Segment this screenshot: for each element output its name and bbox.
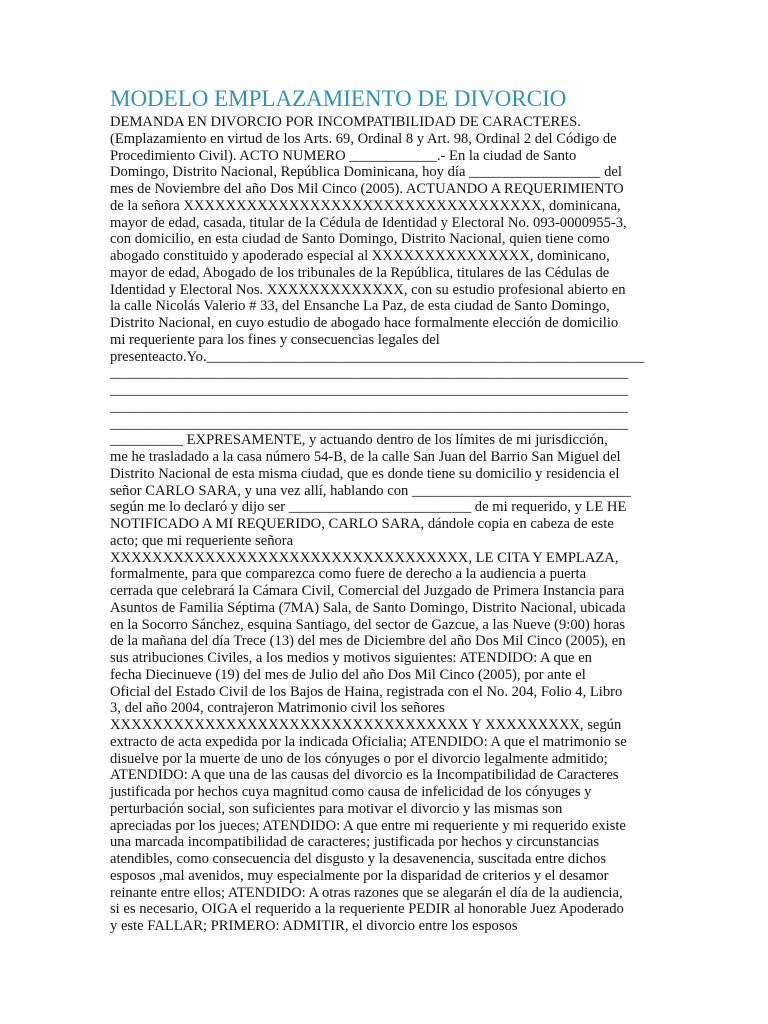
document-line: formalmente, para que comparezca como fuere de derecho a la audiencia a puerta	[110, 566, 587, 583]
document-line: sus atribuciones Civiles, a los medios y motivos siguientes: ATENDIDO: A que en	[110, 650, 592, 666]
document-line: esposos ,mal avenidos, muy especialmente por la disparidad de criterios y el desamor	[110, 867, 609, 884]
document-line: _______________________________________________________________________	[110, 365, 629, 382]
document-line: Domingo, Distrito Nacional, República Dominicana, hoy día __________________ del	[110, 164, 622, 181]
document-line: extracto de acta expedida por la indicada Oficialia; ATENDIDO: A que el matrimonio se	[110, 733, 627, 750]
document-line: y este FALLAR; PRIMERO: ADMITIR, el divorcio entre los esposos	[110, 918, 518, 934]
document-line: con domicilio, en esta ciudad de Santo Domingo, Distrito Nacional, quien tiene como	[110, 231, 610, 248]
document-line: en la Socorro Sánchez, esquina Santiago, del sector de Gazcue, a las Nueve (9:00) horas	[110, 616, 626, 633]
document-line: presenteacto.Yo.____________________________________________________________	[110, 348, 645, 365]
document-line: XXXXXXXXXXXXXXXXXXXXXXXXXXXXXXXXXX, LE CITA Y EMPLAZA,	[110, 549, 619, 566]
document-line: mayor de edad, casada, titular de la Cédula de Identidad y Electoral No. 093-0000955-3,	[110, 214, 627, 231]
document-line: reinante entre ellos; ATENDIDO: A otras razones que se alegarán el día de la audiencia,	[110, 884, 623, 901]
document-line: cerrada que celebrará la Cámara Civil, Comercial del Juzgado de Primera Instancia para	[110, 583, 625, 599]
document-line: _______________________________________________________________________	[110, 398, 629, 415]
document-line: XXXXXXXXXXXXXXXXXXXXXXXXXXXXXXXXXX Y XXXXXXXXX, según	[110, 717, 622, 733]
document-line: señor CARLO SARA, y una vez allí, hablando con ______________________________	[110, 482, 631, 499]
document-line: atendibles, como consecuencia del disgusto y la desavenencia, suscitada entre dichos	[110, 851, 607, 867]
document-title: MODELO EMPLAZAMIENTO DE DIVORCIO	[110, 86, 567, 111]
document-line: mi requeriente para los fines y consecuencias legales del	[110, 331, 440, 348]
document-line: abogado constituido y apoderado especial al XXXXXXXXXXXXXXX, dominicano,	[110, 248, 610, 264]
document-page	[110, 84, 662, 935]
document-line: Distrito Nacional, en cuyo estudio de abogado hace formalmente elección de domicilio	[110, 315, 619, 331]
document-line: de la mañana del día Trece (13) del mes de Diciembre del año Dos Mil Cinco (2005), en	[110, 633, 626, 650]
document-line: Procedimiento Civil). ACTO NUMERO ____________.- En la ciudad de Santo	[110, 147, 577, 164]
document-line: acto; que mi requeriente señora	[110, 532, 294, 549]
document-line: Distrito Nacional de esta misma ciudad, que es donde tiene su domicilio y residencia el	[110, 465, 620, 482]
document-line: NOTIFICADO A MI REQUERIDO, CARLO SARA, dándole copia en cabeza de este	[110, 516, 614, 532]
document-line: ATENDIDO: A que una de las causas del divorcio es la Incompatibilidad de Caracteres	[110, 767, 619, 784]
document-line: 3, del año 2004, contrajeron Matrimonio civil los señores	[110, 700, 445, 717]
document-line: mes de Noviembre del año Dos Mil Cinco (2005). ACTUANDO A REQUERIMIENTO	[110, 181, 624, 197]
document-line: Oficial del Estado Civil de los Bajos de Haina, registrada con el No. 204, Folio 4, Libro	[110, 683, 623, 700]
document-line: DEMANDA EN DIVORCIO POR INCOMPATIBILIDAD DE CARACTERES.	[110, 114, 581, 130]
document-line: de la señora XXXXXXXXXXXXXXXXXXXXXXXXXXXXXXXXXX, dominicana,	[110, 197, 621, 214]
document-line: disuelve por la muerte de uno de los cónyuges o por el divorcio legalmente admitido;	[110, 750, 608, 767]
document-line: fecha Diecinueve (19) del mes de Julio del año Dos Mil Cinco (2005), por ante el	[110, 666, 586, 683]
document-line: perturbación social, son suficientes para motivar el divorcio y las mismas son	[110, 800, 563, 817]
document-body	[110, 114, 662, 935]
document-line: _______________________________________________________________________	[110, 415, 629, 432]
document-line: me he trasladado a la casa número 54-B, de la calle San Juan del Barrio San Miguel del	[110, 449, 621, 465]
document-line: mayor de edad, Abogado de los tribunales de la República, titulares de las Cédulas de	[110, 264, 610, 281]
document-line: la calle Nicolás Valerio # 33, del Ensanche La Paz, de esta ciudad de Santo Domingo,	[110, 298, 610, 315]
document-line: (Emplazamiento en virtud de los Arts. 69, Ordinal 8 y Art. 98, Ordinal 2 del Código de	[110, 130, 617, 147]
document-line: según me lo declaró y dijo ser _________________________ de mi requerido, y LE HE	[110, 499, 627, 516]
document-line: _______________________________________________________________________	[110, 382, 629, 398]
document-line: justificada por hechos cuya magnitud como causa de infelicidad de los cónyuges y	[110, 784, 592, 800]
document-line: Identidad y Electoral Nos. XXXXXXXXXXXXX, con su estudio profesional abierto en	[110, 281, 626, 298]
document-line: __________ EXPRESAMENTE, y actuando dentro de los límites de mi jurisdicción,	[110, 432, 608, 449]
document-line: Asuntos de Familia Séptima (7MA) Sala, de Santo Domingo, Distrito Nacional, ubicada	[110, 599, 626, 616]
document-line: una marcada incompatibilidad de caracteres; justificada por hechos y circunstancias	[110, 834, 600, 851]
document-line: si es necesario, OIGA el requerido a la requeriente PEDIR al honorable Juez Apoderado	[110, 901, 624, 918]
document-line: apreciadas por los jueces; ATENDIDO: A que entre mi requeriente y mi requerido existe	[110, 817, 626, 834]
